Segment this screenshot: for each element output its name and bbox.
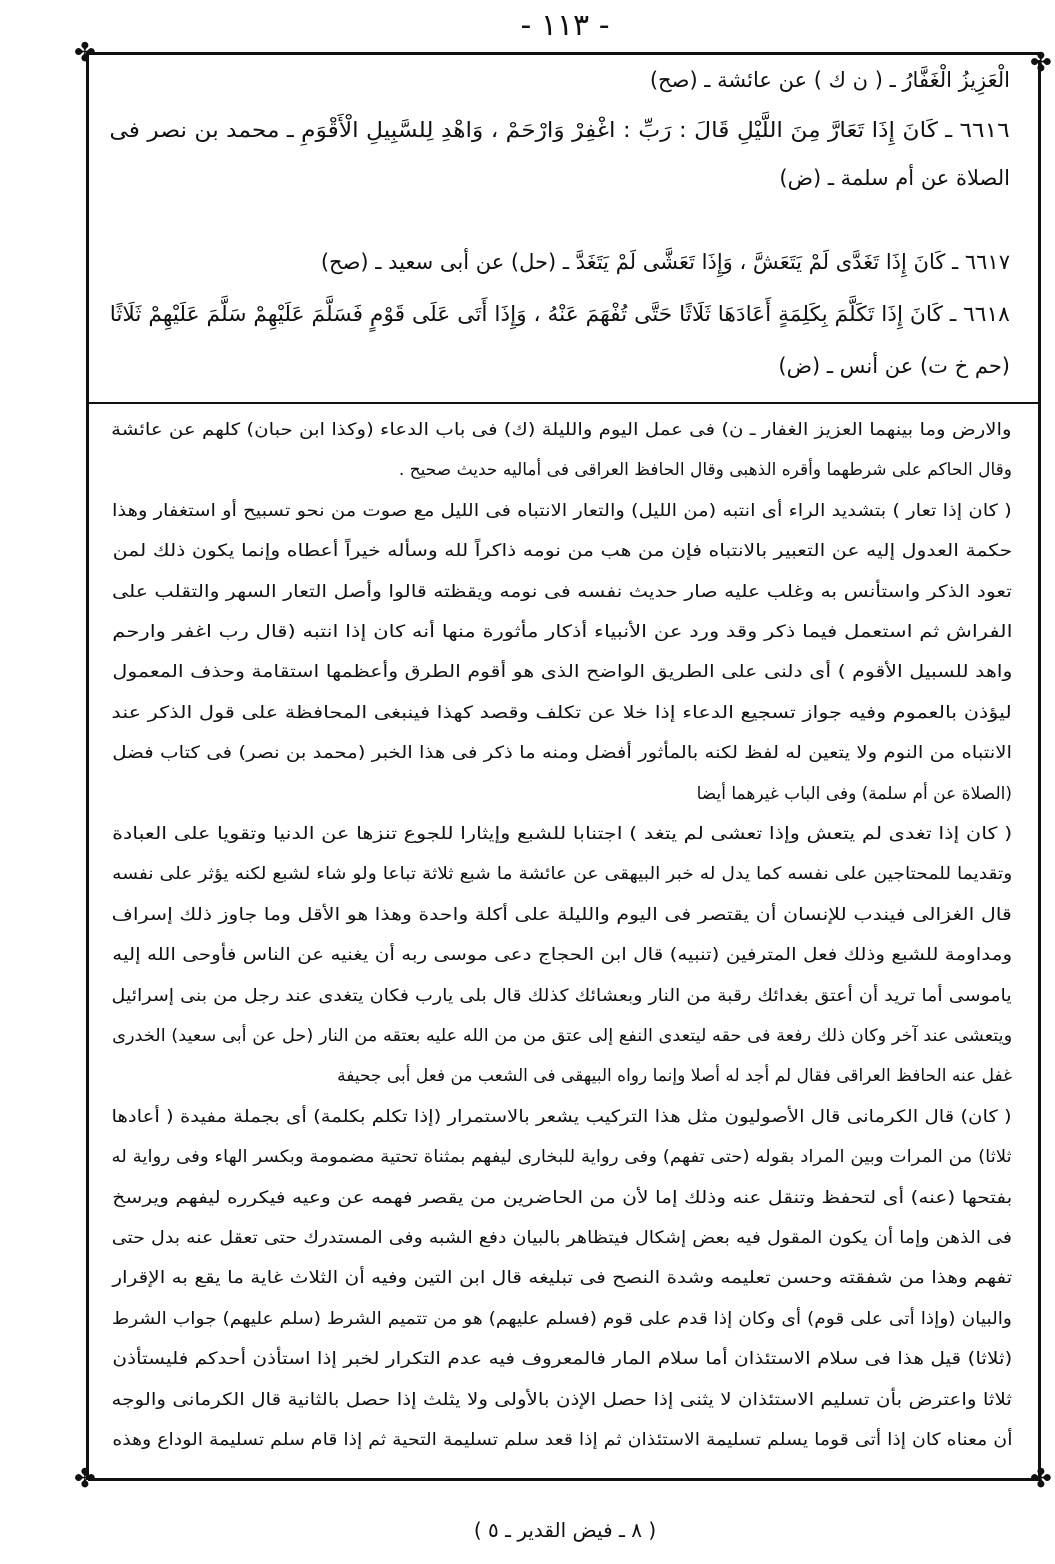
- frame-bottom-rule: [88, 1478, 1040, 1481]
- commentary-line: ويتعشى عند آخر وكان ذلك رفعة فى حقه ليتعدى النفع إلى عتق من من الله عليه بعتقه من النار (حل عن أبى سعيد) الخدرى: [111, 1026, 1012, 1046]
- commentary-line: بفتحها (عنه) أى لتحفظ وتنقل عنه وذلك إما لأن من الحاضرين من يقصر فهمه عن وعيه فيكرره ليفهم ويرسخ: [112, 1187, 1012, 1208]
- corner-ornament-icon: ✤: [1030, 1464, 1052, 1494]
- commentary-line: غفل عنه الحافظ العراقى فقال لم أجد له أصلا وإنما رواه البيهقى فى الشعب من فعل أبى جحيفة: [337, 1066, 1012, 1087]
- commentary-line: واهد للسبيل الأقوم ) أى دلنى على الطريق الواضح الذى هو أقوم الطرق وأعظمها استقامة وحذف المعمول: [111, 662, 1012, 683]
- commentary-line: ثلاثا) من المرات وبين المراد بقوله (حتى تفهم) وفى رواية للبخارى ليفهم بمثناة تحتية مضمومة وبكسر الهاء وفى رواية له: [111, 1147, 1012, 1168]
- hadith-line: ٦٦١٧ ـ كَانَ إِذَا تَغَدَّى لَمْ يَتَعَشَّ ، وَإِذَا تَعَشَّى لَمْ يَتَغَدَّ ـ (حل) عن أبى سعيد ـ (صح): [320, 250, 1010, 274]
- commentary-line: (الصلاة عن أم سلمة) وفى الباب غيرهما أيضا: [696, 783, 1012, 804]
- hadith-line: ٦٦١٨ ـ كَانَ إِذَا تَكَلَّمَ بِكَلِمَةٍ أَعَادَهَا ثَلَاثًا حَتَّى تُفْهَمَ عَنْهُ ، وَإِذَا أَتَى عَلَى قَوْمٍ فَسَلَّمَ عَلَيْهِمْ سَلَّمَ عَلَيْهِمْ ثَلَاثًا: [109, 302, 1010, 326]
- commentary-line: الفراش ثم استعمل فيما ذكر وقد ورد عن الأنبياء أذكار مأثورة منها أنه كان إذا انتبه (قال رب اغفر وارحم: [111, 622, 1012, 642]
- commentary-line: فى الذهن وإما أن يكون المقول فيه بعض إشكال فيتظاهر بالبيان دفع الشبه وفى المستدرك حتى تعقل عنه بدل حتى: [111, 1228, 1012, 1248]
- frame-top-rule: [88, 52, 1040, 55]
- commentary-line: تعود الذكر واستأنس به وغلب عليه صار حديث نفسه فى نومه ويقظته قالوا وأصل التعار السهر والتقلب على: [112, 581, 1012, 602]
- commentary-line: (ثلاثا) قيل هذا فى سلام الاستئذان أما سلام المار فالمعروف فيه عدم التكرار لخبر إذا استأذن أحدكم فليستأذن: [111, 1349, 1012, 1370]
- commentary-line: ليؤذن بالعموم وفيه جواز تسجيع الدعاء إذا خلا عن تكلف وقصد كهذا فينبغى المحافظة على قول الذكر عند: [111, 702, 1012, 723]
- commentary-line: ثلاثا واعترض بأن تسليم الاستئذان لا يثنى إذا حصل الإذن بالأولى ولا يثلث إذا حصل بالثانية قال الكرمانى والوجه: [111, 1389, 1012, 1410]
- commentary-line: ( كان إذا تعار ) بتشديد الراء أى انتبه (من الليل) والتعار الانتباه فى الليل مع صوت من نحو تسبيح أو استغفار وهذا: [112, 500, 1012, 521]
- commentary-line: وتقديما للمحتاجين على نفسه كما يدل له خبر البيهقى عن عائشة ما شبع ثلاثة تباعا ولو شاء لشبع لكنه يؤثر على نفسه: [111, 864, 1012, 885]
- commentary-line: أن معناه كان إذا أتى قوما يسلم تسليمة الاستئذان ثم إذا قعد سلم تسليمة التحية ثم إذا قام سلم تسليمة الوداع وهذه: [111, 1430, 1012, 1450]
- page-number: - ١١٣ -: [520, 8, 610, 43]
- footer-signature: ( ٨ ـ فيض القدير ـ ٥ ): [473, 1518, 657, 1542]
- hadith-line: (حم خ ت) عن أنس ـ (ض): [778, 354, 1010, 378]
- hadith-line: الصلاة عن أم سلمة ـ (ض): [779, 166, 1010, 190]
- commentary-line: تفهم وهذا من شفقته وحسن تعليمه وشدة النصح فى تبليغه قال ابن التين وفيه أن الثلاث غاية ما يقع به الإقرار: [112, 1268, 1012, 1289]
- corner-ornament-icon: ✤: [74, 1464, 96, 1494]
- commentary-line: ياموسى أما تريد أن أعتق بغدائك رقبة من النار وبعشائك كذلك قال بلى يارب فكان يتغدى عند رجل من بنى إسرائيل: [111, 985, 1012, 1006]
- section-divider: [88, 402, 1040, 404]
- corner-ornament-icon: ✤: [1030, 48, 1052, 78]
- commentary-line: والارض وما بينهما العزيز الغفار ـ ن) فى عمل اليوم والليلة (ك) فى باب الدعاء (وكذا ابن حبان) كلهم عن عائشة: [111, 420, 1012, 440]
- frame-right-rule: [1038, 60, 1041, 1480]
- commentary-line: والبيان (وإذا أتى على قوم) أى وكان إذا قدم على قوم (فسلم عليهم) هو من تتميم الشرط (سلم عليهم) جواب الشرط: [112, 1308, 1012, 1329]
- commentary-line: قال الغزالى فيندب للإنسان أن يقتصر فى اليوم والليلة على أكلة واحدة وهذا هو الأقل وما جاوز ذلك إسراف: [111, 904, 1012, 925]
- commentary-line: وقال الحاكم على شرطهما وأقره الذهبى وقال الحافظ العراقى فى أماليه حديث صحيح .: [398, 460, 1012, 481]
- frame-left-rule: [86, 52, 89, 1480]
- commentary-line: الانتباه من النوم ولا يتعين له لفظ لكنه بالمأثور أفضل ومنه ما ذكر فى هذا الخبر (محمد بن نصر) فى كتاب فضل: [112, 743, 1012, 764]
- commentary-line: ومداومة للشبع وذلك فعل المترفين (تنبيه) قال ابن الحجاج دعى موسى ربه أن يغنيه عن الناس فأوحى الله إليه: [112, 945, 1012, 966]
- hadith-line: ٦٦١٦ ـ كَانَ إِذَا تَعَارَّ مِنَ اللَّيْلِ قَالَ : رَبِّ : اغْفِرْ وَارْحَمْ ، وَاهْدِ لِلسَّبِيلِ الْأَقْوَمِ ـ محمد بن نصر فى: [109, 118, 1010, 142]
- commentary-line: ( كان إذا تغدى لم يتعش وإذا تعشى لم يتغد ) اجتنابا للشبع وإيثارا للجوع تنزها عن الدنيا وتقويا على العبادة: [111, 824, 1012, 844]
- hadith-line: الْعَزِيزُ الْغَفَّارُ ـ ( ن ك ) عن عائشة ـ (صح): [649, 68, 1010, 92]
- commentary-line: حكمة العدول إليه عن التعبير بالانتباه فإن من هب من نومه ذاكراً لله وسأله خيراً أعطاه وإنما يكون ذلك لمن: [112, 541, 1012, 562]
- commentary-line: ( كان) قال الكرمانى قال الأصوليون مثل هذا التركيب يشعر بالاستمرار (إذا تكلم بكلمة) أى بجملة مفيدة ( أعادها: [111, 1106, 1012, 1127]
- corner-ornament-icon: ✤: [74, 38, 96, 68]
